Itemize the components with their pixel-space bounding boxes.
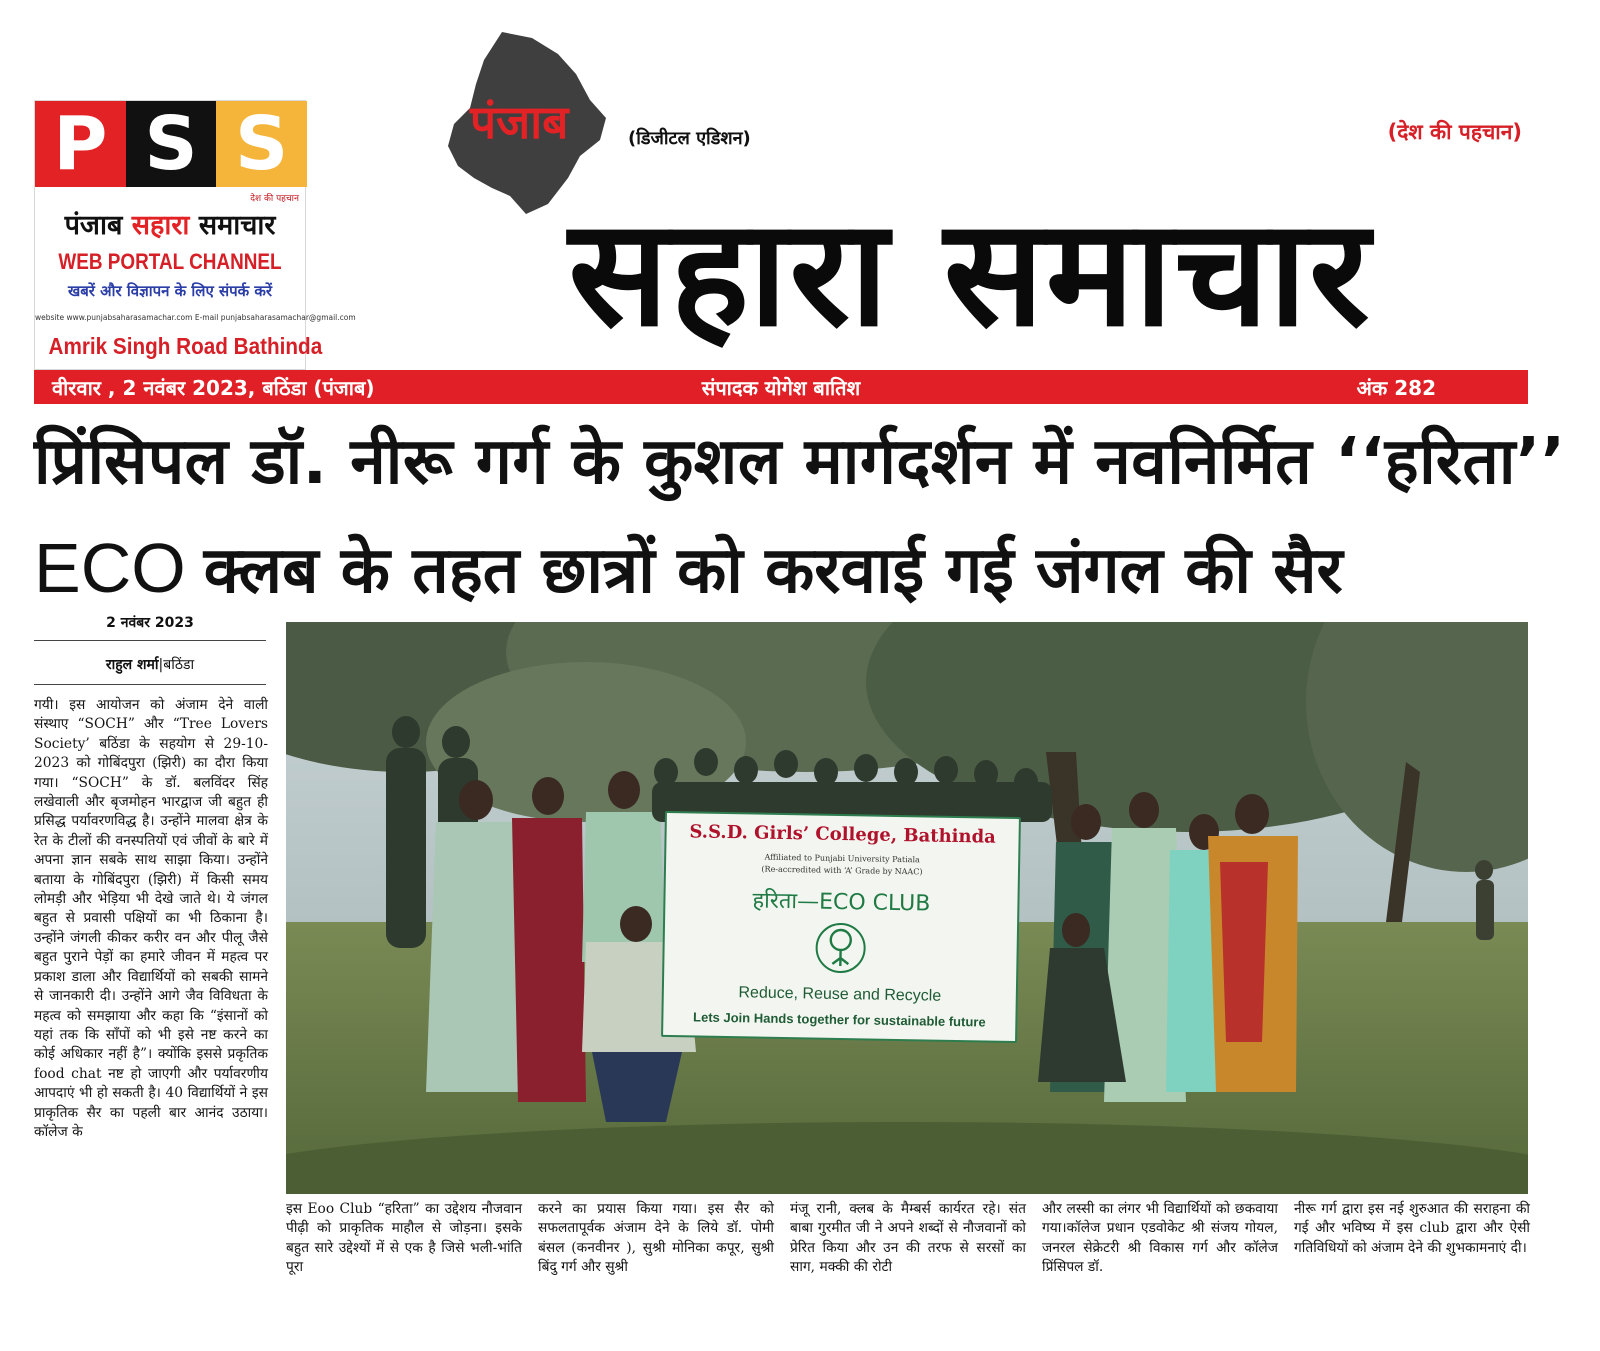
headline-line-1: प्रिंसिपल डॉ. नीरू गर्ग के कुशल मार्गदर्शन में नवनिर्मित ‘‘हरिता’’: [34, 425, 1566, 499]
pss-letters: [35, 101, 307, 187]
article-column-2: इस Eoo Club “हरिता” का उद्देशय नौजवान पीढ़ी को प्राकृतिक माहौल से जोड़ना। इसके बहुत सारे उद्देश्यों में से एक है जिसे भली-भांति पूरा: [286, 1201, 522, 1276]
tree-emblem-icon: [812, 920, 869, 977]
article-date: 2 नवंबर 2023: [106, 615, 194, 631]
eco-club-banner: [661, 811, 1021, 1043]
group-photo: [286, 622, 1528, 1194]
banner-affiliation: Affiliated to Punjabi University Patiala: [764, 852, 920, 865]
banner-club-name: हरिता—ECO CLUB: [752, 888, 931, 917]
logo-name-right: समाचार: [198, 210, 276, 241]
banner-college-name: S.S.D. Girls’ College, Bathinda: [689, 821, 996, 848]
article-column-5: और लस्सी का लंगर भी विद्यार्थियों को छकवाया गया।कॉलेज प्रधान एडवोकेट श्री संजय गोयल, जनरल सेक्रेटरी श्री विकास गर्ग और कॉलेज प्रिंसिपल डॉ.: [1042, 1201, 1278, 1276]
article-column-3: करने का प्रयास किया गया। इस सैर को सफलतापूर्वक अंजाम देने के लिये डॉ. पोमी बंसल (कनवीनर ), सुश्री मोनिका कपूर, सुश्री बिंदु गर्ग और सुश्री: [538, 1201, 774, 1276]
article-column-4: मंजू रानी, क्लब के मैम्बर्स कार्यरत रहे। संत बाबा गुरमीत जी ने अपने शब्दों से नौजवानों को प्रेरित किया और उन की तरफ से सरसों का साग, मक्की की रोटी: [790, 1201, 1026, 1276]
logo-name: [35, 205, 305, 242]
logo-letter-p: P: [35, 101, 126, 187]
info-bar: [34, 370, 1528, 404]
logo-web-email: website www.punjabsaharasamachar.com E-mail punjabsaharasamachar@gmail.com: [35, 313, 356, 322]
article-column-6: नीरू गर्ग द्वारा इस नई शुरुआत की सराहना की गई और भविष्य में इस club द्वारा और ऐसी गतिविधियों को अंजाम देने की शुभकामनाएं दी।: [1294, 1201, 1530, 1256]
editor-name: संपादक योगेश बातिश: [701, 376, 861, 400]
logo-letter-s-second: S: [216, 101, 307, 187]
divider: [34, 640, 266, 641]
issue-number: अंक 282: [1356, 376, 1436, 400]
divider: [34, 684, 266, 685]
headline-line-2: [34, 522, 1528, 617]
masthead-title: सहारा समाचार: [568, 187, 1372, 359]
banner-join-text: Lets Join Hands together for sustainable future: [692, 1009, 986, 1030]
logo-tagline: देश की पहचान: [250, 194, 299, 204]
banner-accreditation: (Re-accredited with ‘A’ Grade by NAAC): [761, 864, 923, 877]
article-column-1: गयी। इस आयोजन को अंजाम देने वाली संस्थाए “SOCH” और “Tree Lovers Society’ बठिंडा के सहयोग से 29-10-2023 को गोबिंदपुरा (झिरी) का दौरा किया गया। “SOCH” के डॉ. बलविंदर सिंह लखेवाली और बृजमोहन भारद्वाज जी बहुत ही प्रसिद्ध पर्यावरणविद्ध है। उन्होंने मालवा क्षेत्र के रेत के टीलों की वनस्पतियों एवं जीवों के बारे में अपना ज्ञान सबके साथ साझा किया। उन्होंने बताया के गोबिंदपुरा (झिरी) में किसी समय लोमड़ी और भेड़िया भी देखे जाते थे। ये जंगल बहुत से प्रवासी पक्षियों का भी ठिकाना है। उन्होंने जंगली कीकर करीर वन और पीलू जैसे बहुत पुराने पेड़ों का हमारे जीवन में महत्व पर प्रकाश डाला और विद्यार्थियों को सबकी सामने से जानकारी दी। उन्होंने आगे जैव विविधता के महत्व को समझाया और कहा कि “इंसानों को यहां तक कि साँपों को भी इसे नष्ट करने का कोई अधिकार नहीं है”। क्योंकि इससे प्रकृतिक food chat नष्ट हो जाएगी और पर्यावरणीय आपदाएं भी हो सकती है। 40 विद्यार्थियों ने इस प्राकृतिक सैर का पहली बार आनंद उठाया।कॉलेज के: [34, 697, 268, 1140]
reporter-byline: [34, 655, 266, 674]
logo-address: Amrik Singh Road Bathinda: [48, 333, 323, 359]
slogan: (देश की पहचान): [1387, 120, 1522, 144]
logo-name-left: पंजाब: [64, 210, 123, 241]
logo-letter-s: S: [126, 101, 217, 187]
reporter-place: |बठिंडा: [158, 657, 195, 673]
logo-contact: खबरें और विज्ञापन के लिए संपर्क करें: [67, 282, 273, 300]
headline-eco: ECO: [34, 529, 186, 607]
logo-portal: WEB PORTAL CHANNEL: [58, 249, 282, 274]
pss-logo: [34, 100, 356, 370]
digital-edition: (डिजीटल एडिशन): [628, 128, 751, 149]
headline-line-2-text: क्लब के तहत छात्रों को करवाई गई जंगल की सैर: [203, 534, 1343, 608]
banner-motto: Reduce, Reuse and Recycle: [738, 984, 942, 1005]
issue-date: वीरवार , 2 नवंबर 2023, बठिंडा (पंजाब): [52, 376, 375, 400]
logo-name-mid: सहारा: [131, 210, 190, 241]
reporter-name: राहुल शर्मा: [105, 657, 159, 673]
punjab-label: पंजाब: [470, 95, 569, 149]
